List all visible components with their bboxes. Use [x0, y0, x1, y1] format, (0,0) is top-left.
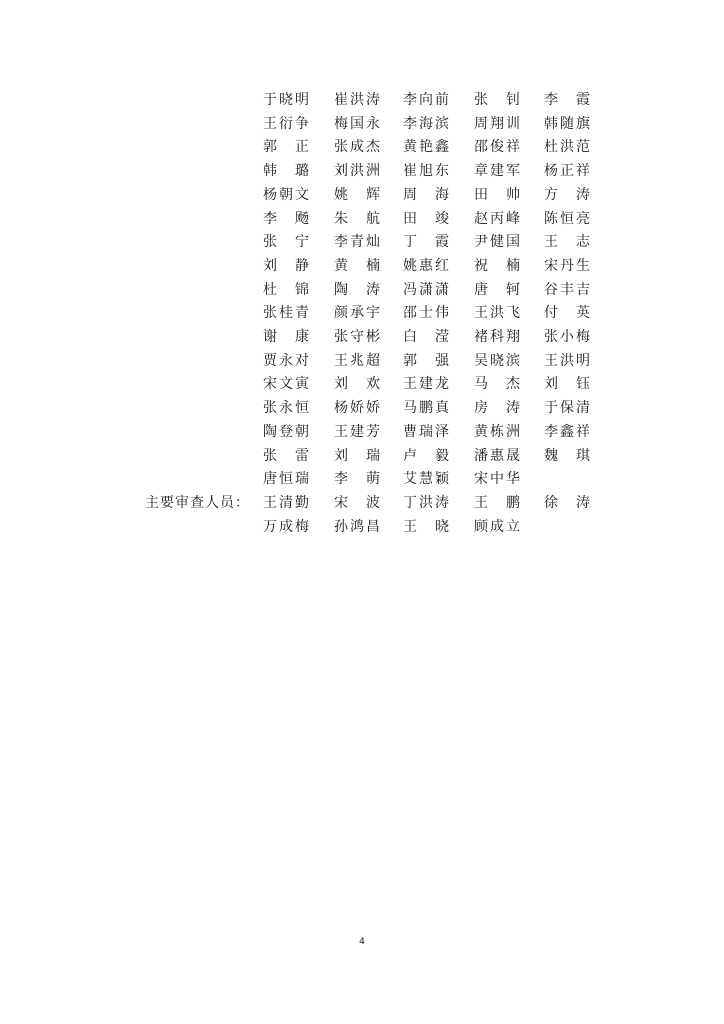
person-name: 赵丙峰: [474, 210, 520, 227]
person-name: 王 鹏: [474, 494, 520, 511]
person-name: 周 海: [403, 186, 449, 203]
person-name: 章建军: [474, 163, 520, 180]
person-name: 张成杰: [334, 139, 380, 156]
person-name: 祝 楠: [474, 257, 520, 274]
person-name: 杜洪范: [544, 139, 590, 156]
person-name: 崔旭东: [403, 163, 449, 180]
person-name: 韩随旗: [544, 115, 590, 132]
person-name: 张守彬: [334, 329, 380, 345]
person-name: 房 涛: [474, 400, 520, 417]
person-name: 陈恒亮: [544, 210, 590, 227]
person-name: 邵士伟: [403, 305, 449, 322]
person-name: 邵俊祥: [474, 139, 520, 156]
person-name: 王洪明: [544, 352, 590, 369]
person-name: 白 滢: [403, 329, 449, 345]
person-name: 朱 航: [334, 210, 380, 227]
person-name: 崔洪涛: [334, 92, 380, 108]
name-row: [0, 492, 724, 514]
person-name: 王洪飞: [474, 305, 520, 322]
person-name: 丁洪涛: [403, 494, 449, 511]
person-name: 刘洪洲: [334, 163, 380, 180]
person-name: 黄栋洲: [474, 423, 520, 440]
name-row: [0, 160, 724, 182]
name-row: [0, 279, 724, 301]
person-name: 杜 锦: [263, 281, 309, 298]
person-name: 付 英: [544, 305, 590, 322]
person-name: 李 飏: [263, 210, 309, 227]
person-name: 马鹏真: [403, 400, 449, 417]
page-number: 4: [359, 937, 365, 947]
person-name: 张桂青: [263, 305, 309, 322]
person-name: 于保清: [544, 400, 590, 417]
person-name: 王清勤: [263, 494, 309, 511]
person-name: 艾慧颖: [403, 471, 449, 488]
person-name: 魏 琪: [544, 447, 590, 464]
person-name: 宋丹生: [544, 257, 590, 274]
person-name: 谷丰吉: [544, 281, 590, 298]
person-name: 周翔训: [474, 115, 520, 132]
person-name: 田 竣: [403, 210, 449, 227]
person-name: 田 帅: [474, 186, 520, 203]
person-name: 颜承宇: [334, 305, 380, 322]
name-row: [0, 184, 724, 206]
person-name: 李 霞: [544, 92, 590, 108]
person-name: 王 志: [544, 234, 590, 251]
person-name: 刘 瑞: [334, 447, 380, 464]
person-name: 黄 楠: [334, 257, 380, 274]
name-row: [0, 89, 724, 111]
name-row: [0, 373, 724, 395]
person-name: 褚科翔: [474, 329, 520, 345]
person-name: 曹瑞泽: [403, 423, 449, 440]
person-name: 李海滨: [403, 115, 449, 132]
person-name: 杨正祥: [544, 163, 590, 180]
person-name: 韩 璐: [263, 163, 309, 180]
name-row: [0, 516, 724, 538]
person-name: 王 晓: [403, 518, 449, 535]
person-name: 张 宁: [263, 234, 309, 251]
person-name: 潘惠晟: [474, 447, 520, 464]
person-name: 王兆超: [334, 352, 380, 369]
person-name: 李青灿: [334, 234, 380, 251]
person-name: 陶登朝: [263, 423, 309, 440]
person-name: 张小梅: [544, 329, 590, 345]
person-name: 宋中华: [474, 471, 520, 488]
person-name: 李 萌: [334, 471, 380, 488]
person-name: 孙鸿昌: [334, 518, 380, 535]
person-name: 王衍争: [263, 115, 309, 132]
person-name: 唐 轲: [474, 281, 520, 298]
name-row: [0, 468, 724, 490]
person-name: 张 钊: [474, 92, 520, 108]
name-row: [0, 421, 724, 443]
name-row: [0, 208, 724, 230]
person-name: 马 杰: [474, 376, 520, 393]
person-name: 卢 毅: [403, 447, 449, 464]
person-name: 刘 静: [263, 257, 309, 274]
person-name: 李向前: [403, 92, 449, 108]
person-name: 姚惠红: [403, 257, 449, 274]
person-name: 杨朝文: [263, 186, 309, 203]
person-name: 方 涛: [544, 186, 590, 203]
person-name: 唐恒瑞: [263, 471, 309, 488]
person-name: 冯潇潇: [403, 281, 449, 298]
person-name: 尹健国: [474, 234, 520, 251]
person-name: 杨娇娇: [334, 400, 380, 417]
person-name: 王建龙: [403, 376, 449, 393]
person-name: 丁 霞: [403, 234, 449, 251]
person-name: 郭 正: [263, 139, 309, 156]
person-name: 陶 涛: [334, 281, 380, 298]
person-name: 王建芳: [334, 423, 380, 440]
review-personnel-label: 主要审查人员：: [145, 494, 250, 511]
name-row: [0, 326, 724, 348]
person-name: 姚 辉: [334, 186, 380, 203]
person-name: 万成梅: [263, 518, 309, 535]
person-name: 谢 康: [263, 329, 309, 345]
person-name: 贾永对: [263, 352, 309, 369]
person-name: 顾成立: [474, 518, 520, 535]
person-name: 吴晓滨: [474, 352, 520, 369]
name-row: [0, 350, 724, 372]
person-name: 黄艳鑫: [403, 139, 449, 156]
person-name: 宋文寅: [263, 376, 309, 393]
person-name: 于晓明: [263, 92, 309, 108]
person-name: 郭 强: [403, 352, 449, 369]
person-name: 刘 欢: [334, 376, 380, 393]
person-name: 张 雷: [263, 447, 309, 464]
name-row: [0, 302, 724, 324]
name-row: [0, 136, 724, 158]
person-name: 张永恒: [263, 400, 309, 417]
name-row: [0, 231, 724, 253]
person-name: 徐 涛: [544, 494, 590, 511]
person-name: 宋 波: [334, 494, 380, 511]
person-name: 梅国永: [334, 115, 380, 132]
person-name: 刘 钰: [544, 376, 590, 393]
name-row: [0, 445, 724, 467]
name-row: [0, 255, 724, 277]
name-row: [0, 397, 724, 419]
name-row: [0, 113, 724, 135]
person-name: 李鑫祥: [544, 423, 590, 440]
